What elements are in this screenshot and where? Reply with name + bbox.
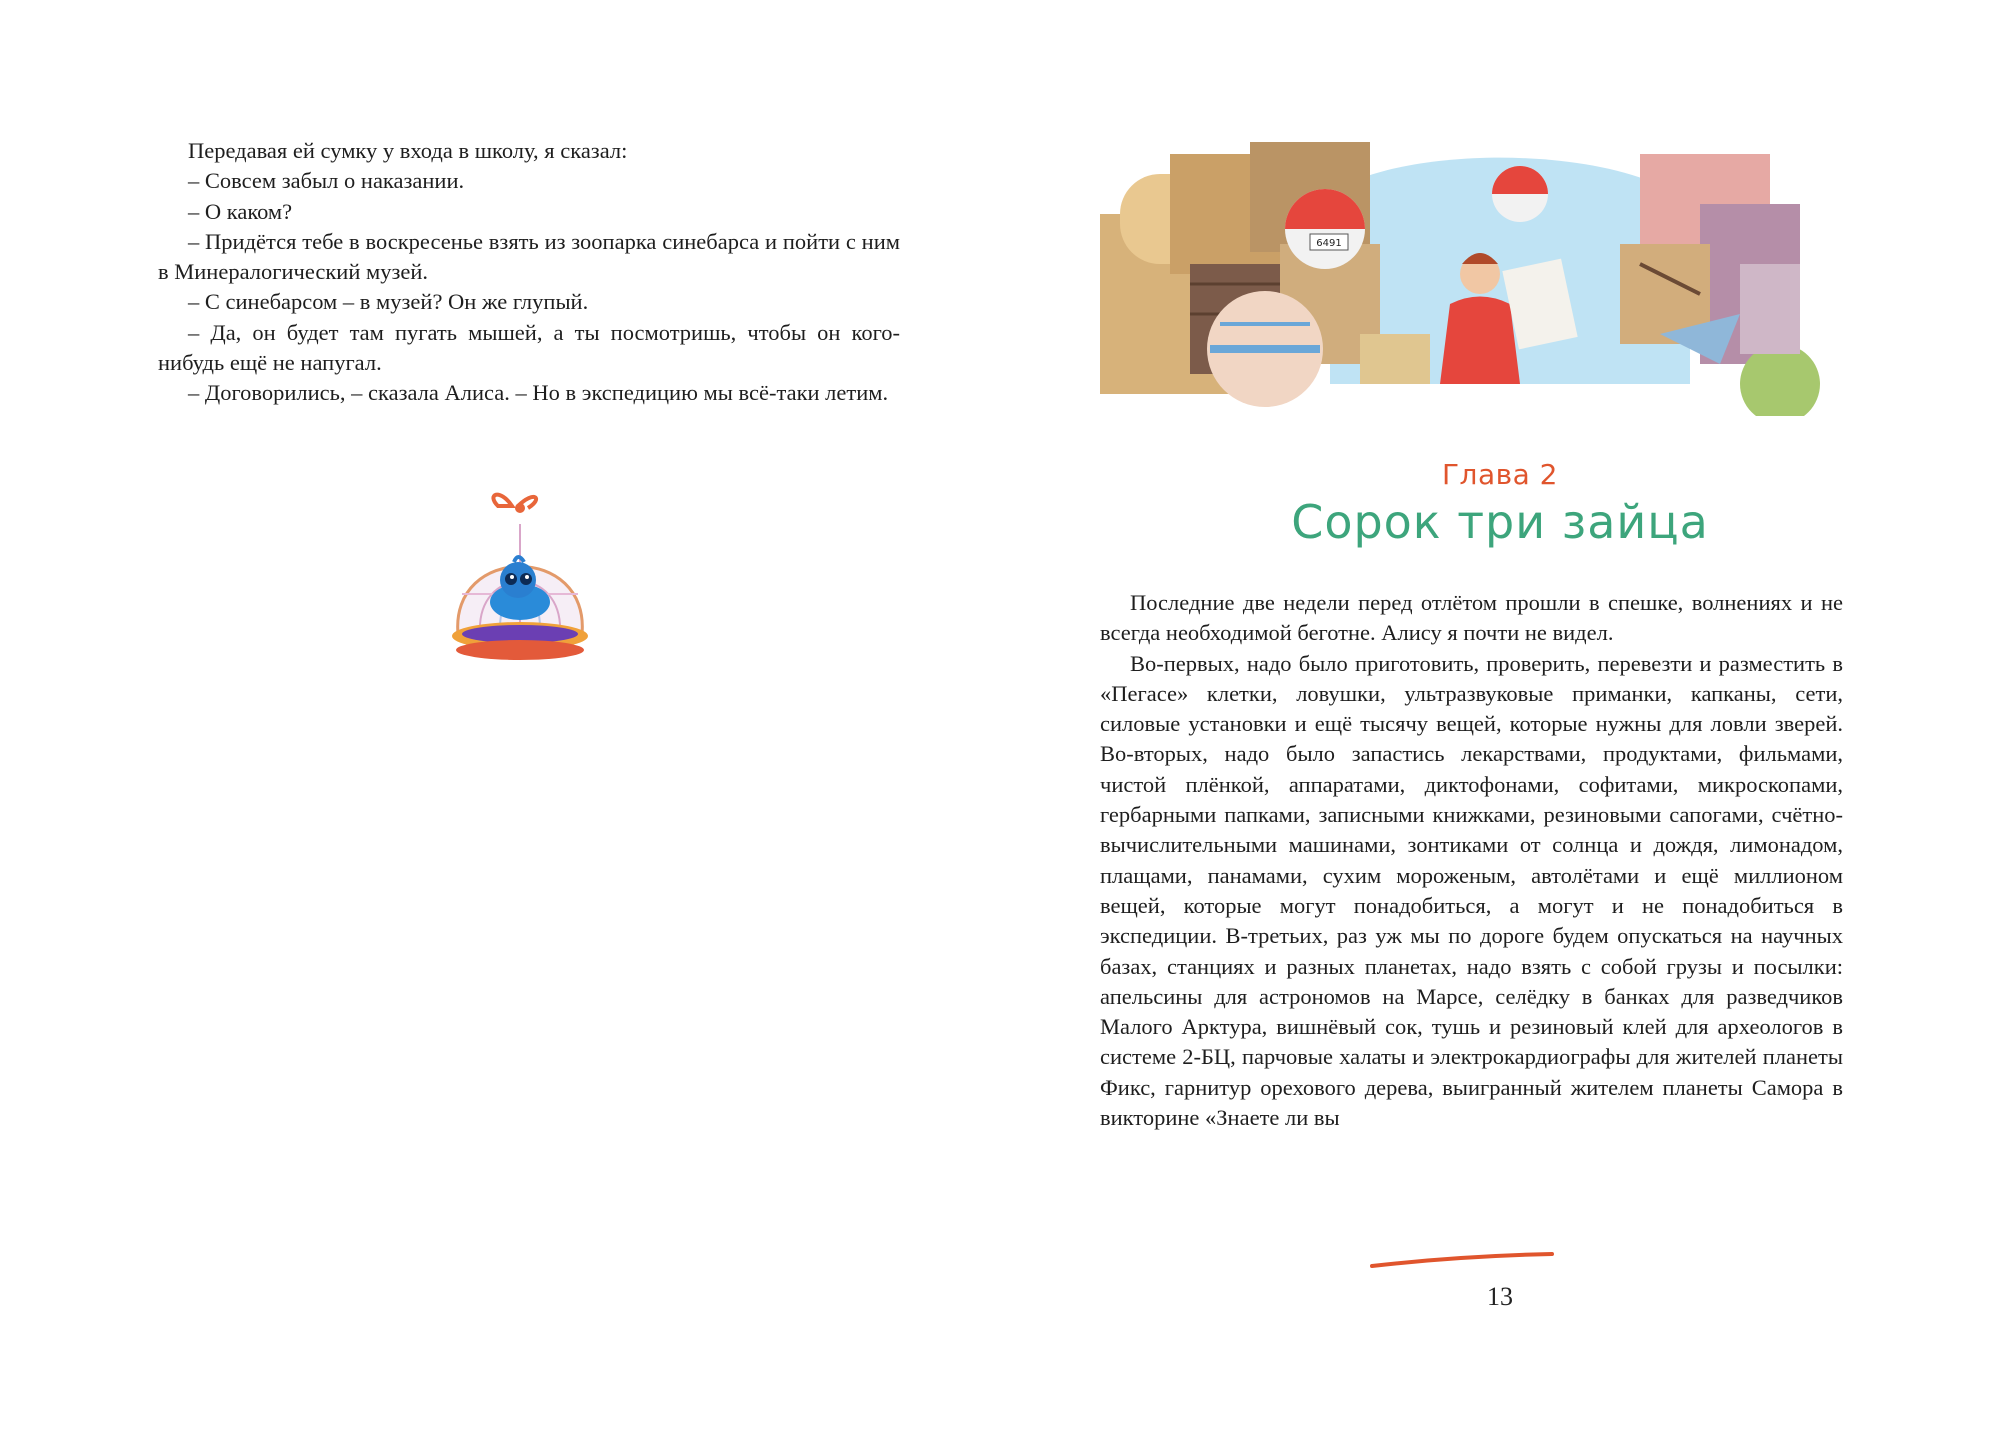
right-page-text <box>1100 588 1843 1133</box>
paragraph: – С синебарсом – в музей? Он же глупый. <box>188 289 589 315</box>
paragraph: Во-первых, надо было приготовить, проверить, перевезти и разместить в «Пегасе» клетки, ловушки, ультразвуковые приманки, капканы, сети, силовые установки и ещё тысячу вещей, которые нужны для ловли зверей. Во-вторых, надо было запастись лекарствами, продуктами, фильмами, чистой плёнкой, аппаратами, диктофонами, софитами, микроскопами, гербарными папками, записными книжками, резиновыми сапогами, счётно-вычислительными машинами, зонтиками от солнца и дождя, лимонадом, плащами, панамами, сухим мороженым, автолётами и ещё миллионом вещей, которые могут понадобиться, а могут и не понадобиться в экспедиции. В-третьих, раз уж мы по дороге будем опускаться на научных базах, станциях и разных планетах, надо взять с собой грузы и посылки: апельсины для астрономов на Марсе, селёдку в банках для разведчиков Малого Арктура, вишнёвый сок, тушь и резиновый клей для археологов в системе 2-БЦ, парчовые халаты и электрокардиографы для жителей планеты Фикс, гарнитур орехового дерева, выигранный жителем планеты Самора в викторине «Знаете ли вы <box>1100 650 1843 1131</box>
page-number-rule <box>1370 1252 1554 1270</box>
chapter-label: Глава 2 <box>1441 458 1558 491</box>
birdcage-illustration <box>440 484 600 684</box>
paragraph: – Да, он будет там пугать мышей, а ты посмотришь, чтобы он кого-нибудь ещё не напугал. <box>158 319 900 376</box>
chapter-illustration <box>1100 134 1840 416</box>
paragraph: Последние две недели перед отлётом прошли в спешке, волнениях и не всегда необходимой беготне. Алису я почти не видел. <box>1100 590 1843 646</box>
paragraph: – Придётся тебе в воскресенье взять из зоопарка синебарса и пойти с ним в Минералогический музей. <box>158 228 900 285</box>
paragraph: – Договорились, – сказала Алиса. – Но в экспедицию мы всё-таки летим. <box>188 380 889 406</box>
illustration-sign: 6491 <box>1316 238 1342 249</box>
left-page-text <box>158 136 900 409</box>
paragraph: Передавая ей сумку у входа в школу, я сказал: <box>188 138 628 163</box>
paragraph: – Совсем забыл о наказании. <box>188 168 465 194</box>
paragraph: – О каком? <box>188 198 293 224</box>
chapter-title: Сорок три зайца <box>1291 495 1709 549</box>
page-number: 13 <box>1487 1282 1513 1311</box>
right-page <box>1000 0 2000 1441</box>
